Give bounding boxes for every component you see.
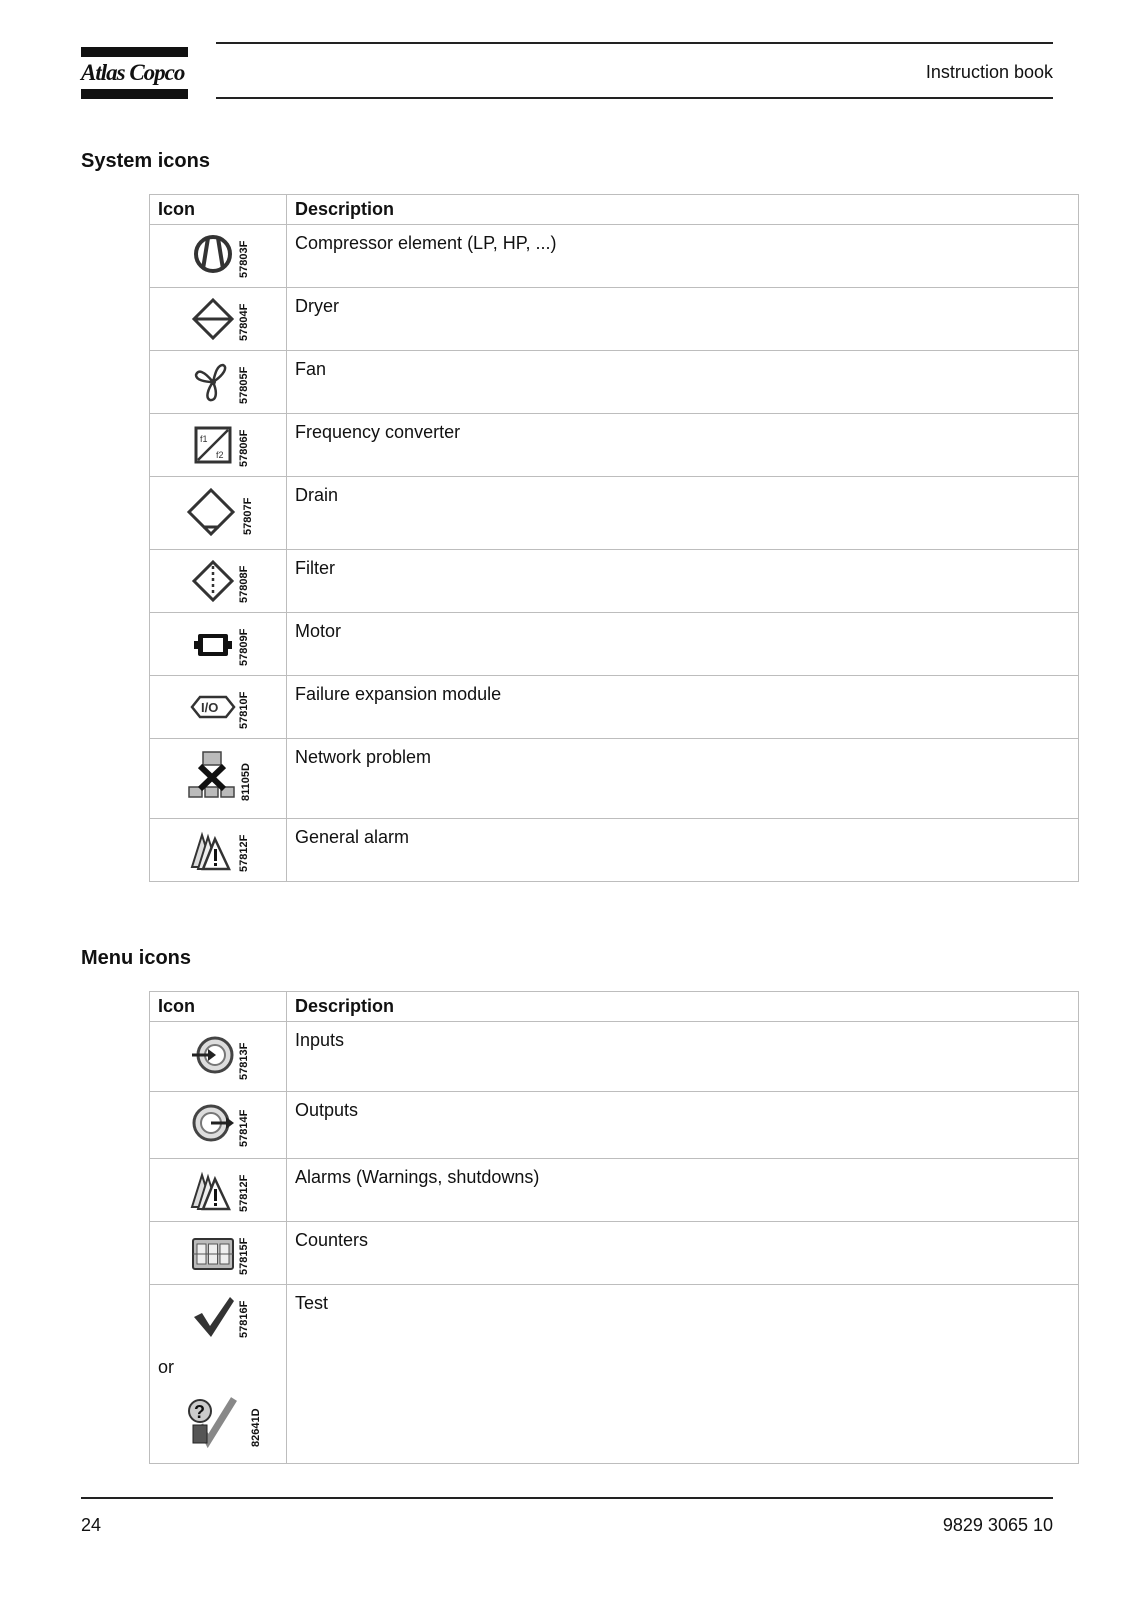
motor-icon [190,621,236,667]
icon-column-header: Icon [150,195,287,225]
icon-code: 57815F [238,1237,250,1275]
general-alarm-icon [190,827,236,873]
logo-wordmark: Atlas Copco [81,60,185,85]
table-row [150,819,1079,882]
or-label: or [158,1357,175,1377]
io-module-icon [190,684,236,730]
description-cell: Frequency converter [287,414,1079,477]
compressor-element-icon [190,231,236,277]
icon-code: 57807F [242,497,254,535]
description-cell: Counters [287,1222,1079,1285]
description-cell: Network problem [287,739,1079,819]
table-row [150,1092,1079,1159]
icon-code: 57805F [238,366,250,404]
description-cell: Test [287,1285,1079,1464]
checkmark-icon [190,1293,236,1339]
table-row [150,1222,1079,1285]
description-cell: Outputs [287,1092,1079,1159]
description-cell: Dryer [287,288,1079,351]
table-row [150,1022,1079,1092]
table-row [150,613,1079,676]
table-row [150,477,1079,550]
description-cell: Drain [287,477,1079,550]
icon-column-header: Icon [150,992,287,1022]
system-icons-table [149,194,1079,882]
table-row [150,414,1079,477]
menu-icons-table [149,991,1079,1464]
header-rule-bottom [216,97,1053,99]
icon-code: 57812F [238,834,250,872]
svg-text:f2: f2 [216,450,224,460]
page-number: 24 [81,1515,102,1535]
outputs-icon [190,1100,236,1146]
atlas-copco-logo [81,47,188,99]
table-row [150,1285,1079,1464]
test-question-icon [184,1395,238,1449]
icon-code: 57803F [238,240,250,278]
inputs-icon [190,1032,236,1078]
icon-code: 57808F [238,565,250,603]
description-column-header: Description [287,195,1079,225]
table-row [150,351,1079,414]
table-row [150,739,1079,819]
network-problem-icon [186,749,238,801]
footer-rule [81,1497,1053,1499]
drain-icon [186,487,236,537]
icon-code: 57816F [238,1300,250,1338]
header-title: Instruction book [925,62,1053,82]
table-header-row [150,992,1079,1022]
description-cell: Filter [287,550,1079,613]
dryer-icon [190,296,236,342]
icon-code: 57812F [238,1174,250,1212]
icon-code: 57804F [238,303,250,341]
table-row [150,225,1079,288]
alarms-icon [190,1167,236,1213]
description-cell: Fan [287,351,1079,414]
description-cell: General alarm [287,819,1079,882]
table-row [150,1159,1079,1222]
filter-icon [190,558,236,604]
svg-text:?: ? [194,1402,205,1422]
icon-code-alt: 82641D [250,1408,262,1447]
icon-code: 57809F [238,628,250,666]
icon-code: 57810F [238,691,250,729]
description-cell: Alarms (Warnings, shutdowns) [287,1159,1079,1222]
svg-text:f1: f1 [200,434,208,444]
system-icons-title: System icons [81,150,210,172]
description-cell: Compressor element (LP, HP, ...) [287,225,1079,288]
menu-icons-title: Menu icons [81,947,192,969]
document-number: 9829 3065 10 [942,1515,1053,1535]
icon-code: 57814F [238,1109,250,1147]
frequency-converter-icon [190,422,236,468]
icon-code: 81105D [240,763,252,801]
counters-icon [190,1230,236,1276]
description-cell: Motor [287,613,1079,676]
description-cell: Inputs [287,1022,1079,1092]
table-row [150,676,1079,739]
description-cell: Failure expansion module [287,676,1079,739]
description-column-header: Description [287,992,1079,1022]
icon-code: 57813F [238,1042,250,1080]
table-header-row [150,195,1079,225]
fan-icon [190,359,236,405]
svg-text:I/O: I/O [201,700,219,715]
table-row [150,288,1079,351]
header-rule-top [216,42,1053,44]
table-row [150,550,1079,613]
icon-code: 57806F [238,429,250,467]
